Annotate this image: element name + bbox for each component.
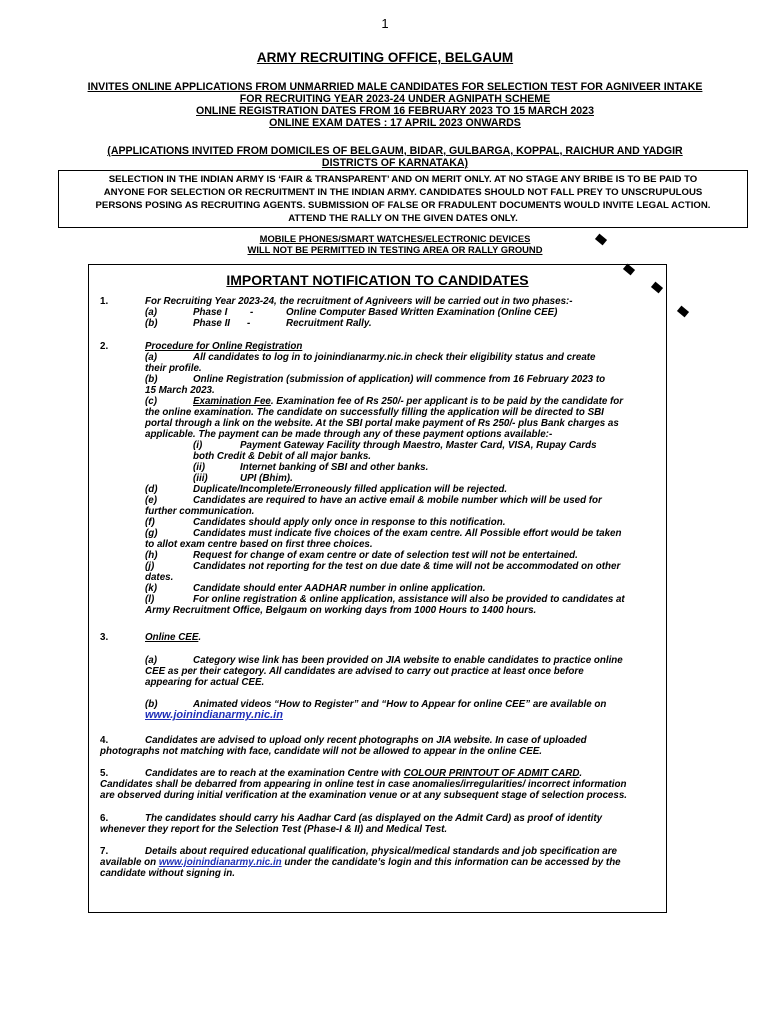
section-number: 5.: [100, 768, 109, 779]
section-number: 2.: [100, 341, 109, 352]
section-number: 3.: [100, 632, 109, 643]
item-label: (a): [145, 655, 157, 666]
item-text: appearing for actual CEE.: [145, 677, 265, 688]
item-text: Duplicate/Incomplete/Erroneously filled application will be rejected.: [193, 484, 508, 495]
item-text: . Examination fee of Rs 250/- per applicant is to be paid by the candidate for: [270, 396, 624, 407]
section-1: [100, 296, 658, 329]
item-heading: Examination Fee: [193, 396, 271, 407]
section-number: 6.: [100, 813, 109, 824]
section-number: 4.: [100, 735, 109, 746]
item-text: the online examination. The candidate on successfully filling the application will be directed to SBI: [145, 407, 604, 418]
item-text: Candidates must indicate five choices of the exam centre. All Possible effort would be taken: [193, 528, 622, 539]
invites-line: FOR RECRUITING YEAR 2023-24 UNDER AGNIPATH SCHEME: [239, 93, 551, 105]
subitem-label: (ii): [193, 462, 205, 473]
domicile-block: [60, 145, 730, 169]
item-text: All candidates to log in to joinindianarmy.nic.in check their eligibility status and create: [193, 352, 596, 363]
item-label: (f): [145, 517, 155, 528]
item-text: Request for change of exam centre or date of selection test will not be entertained.: [193, 550, 578, 561]
phase-text: Online Computer Based Written Examination (Online CEE): [286, 307, 558, 318]
subitem-text: both Credit & Debit of all major banks.: [193, 451, 371, 462]
item-label: (j): [145, 561, 155, 572]
section-3b: [100, 699, 658, 723]
item-label: (c): [145, 396, 157, 407]
warning-line: ATTEND THE RALLY ON THE GIVEN DATES ONLY.: [288, 213, 518, 224]
item-text: Candidate should enter AADHAR number in online application.: [193, 583, 486, 594]
item-label: (k): [145, 583, 157, 594]
domicile-line: (APPLICATIONS INVITED FROM DOMICILES OF BELGAUM, BIDAR, GULBARGA, KOPPAL, RAICHUR AND YADGIR: [107, 145, 683, 157]
item-label: (e): [145, 495, 157, 506]
subitem-text: Internet banking of SBI and other banks.: [240, 462, 429, 473]
section-text: The candidates should carry his Aadhar Card (as displayed on the Admit Card) as proof of identity: [145, 813, 603, 824]
item-text: their profile.: [145, 363, 202, 374]
section-3a: [100, 655, 658, 688]
section-text: .: [579, 768, 583, 779]
item-label: (l): [145, 594, 155, 605]
warning-line: PERSONS POSING AS RECRUITING AGENTS. SUBMISSION OF FALSE OR FRADULENT DOCUMENTS WOULD INVITE LEGAL ACTION.: [95, 200, 711, 211]
item-text: Candidates not reporting for the test on due date & time will not be accommodated on other: [193, 561, 621, 572]
item-label: (d): [145, 484, 158, 495]
item-text: Candidates are required to have an active email & mobile number which will be used for: [193, 495, 602, 506]
dash: -: [250, 307, 254, 318]
item-text: Candidates should apply only once in response to this notification.: [193, 517, 506, 528]
page-title: ARMY RECRUITING OFFICE, BELGAUM: [256, 50, 514, 65]
phase-text: Recruitment Rally.: [286, 318, 372, 329]
warning-line: SELECTION IN THE INDIAN ARMY IS ‘FAIR & TRANSPARENT’ AND ON MERIT ONLY. AT NO STAGE ANY BRIBE IS TO BE PAID TO: [108, 174, 698, 185]
section-text: Candidates shall be debarred from appearing in online test in case anomalies/irregularities/ incorrect information: [100, 779, 627, 790]
section-text: Candidates are advised to upload only recent photographs on JIA website. In case of uploaded: [145, 735, 587, 746]
invites-block: [50, 81, 740, 129]
section-text: photographs not matching with face, candidate will not be allowed to appear in the online CEE.: [100, 746, 542, 757]
mobile-line: MOBILE PHONES/SMART WATCHES/ELECTRONIC DEVICES: [259, 233, 531, 244]
section-text: Candidates are to reach at the examination Centre with: [145, 768, 404, 779]
phase-label: Phase II: [193, 318, 231, 329]
item-text: For online registration & online application, assistance will also be provided to candidates at: [193, 594, 625, 605]
section-2: [100, 341, 658, 616]
section-text: candidate without signing in.: [100, 868, 235, 879]
item-text: Animated videos “How to Register” and “How to Appear for online CEE” are available on: [193, 699, 607, 710]
item-text: to allot exam centre based on first three choices.: [145, 539, 373, 550]
item-text: 15 March 2023.: [145, 385, 215, 396]
dash: -: [247, 318, 251, 329]
item-text: applicable. The payment can be made through any of these payment options available:-: [145, 429, 553, 440]
subitem-label: (i): [193, 440, 203, 451]
section-4: [100, 735, 658, 757]
item-text: dates.: [145, 572, 174, 583]
item-text: Army Recruitment Office, Belgaum on working days from 1000 Hours to 1400 hours.: [145, 605, 537, 616]
warning-box: [58, 170, 748, 228]
jia-website-link[interactable]: www.joinindianarmy.nic.in: [158, 857, 282, 868]
notification-title: IMPORTANT NOTIFICATION TO CANDIDATES: [226, 272, 529, 288]
section-text: available on: [100, 857, 159, 868]
section-text: whenever they report for the Selection Test (Phase-I & II) and Medical Test.: [100, 824, 448, 835]
item-label: (b): [145, 374, 158, 385]
phase-label: Phase I: [193, 307, 228, 318]
subitem-text: UPI (Bhim).: [240, 473, 293, 484]
section-text: Details about required educational qualification, physical/medical standards and job specification are: [145, 846, 618, 857]
invites-line: INVITES ONLINE APPLICATIONS FROM UNMARRIED MALE CANDIDATES FOR SELECTION TEST FOR AGNIVEER INTAKE: [87, 81, 703, 93]
item-text: further communication.: [145, 506, 255, 517]
section-6: [100, 813, 658, 835]
item-text: CEE as per their category. All candidates are advised to carry out practice at least once before: [145, 666, 584, 677]
section-number: 1.: [100, 296, 109, 307]
section-text: under the candidate’s login and this information can be accessed by the: [281, 857, 621, 868]
domicile-line: DISTRICTS OF KARNATAKA): [321, 157, 469, 169]
item-label: (b): [145, 699, 158, 710]
heading-suffix: .: [198, 632, 202, 643]
subitem-label: (iii): [193, 473, 208, 484]
section-5: [100, 768, 658, 801]
item-label: (h): [145, 550, 158, 561]
item-text: Online Registration (submission of application) will commence from 16 February 2023 to: [193, 374, 606, 385]
section-heading: Online CEE: [145, 632, 199, 643]
section-3: [100, 632, 658, 643]
warning-line: ANYONE FOR SELECTION OR RECRUITMENT IN THE INDIAN ARMY. CANDIDATES SHOULD NOT FALL PREY TO UNSCRUPULOUS: [103, 187, 703, 198]
section-number: 7.: [100, 846, 109, 857]
invites-line: ONLINE REGISTRATION DATES FROM 16 FEBRUARY 2023 TO 15 MARCH 2023: [196, 105, 594, 117]
item-text: Category wise link has been provided on JIA website to enable candidates to practice online: [193, 655, 623, 666]
section-text: For Recruiting Year 2023-24, the recruitment of Agniveers will be carried out in two phases:-: [145, 296, 573, 307]
admit-card-emphasis: COLOUR PRINTOUT OF ADMIT CARD: [403, 768, 580, 779]
section-7: [100, 846, 658, 879]
item-label: (g): [145, 528, 158, 539]
section-text: are observed during initial verification at the examination venue or at any subsequent stage of selection process.: [100, 790, 627, 801]
item-text: portal through a link on the website. At the SBI portal make payment of Rs 250/- plus Bank charges as: [145, 418, 619, 429]
mobile-line: WILL NOT BE PERMITTED IN TESTING AREA OR RALLY GROUND: [247, 244, 543, 255]
jia-website-link[interactable]: www.joinindianarmy.nic.in: [145, 709, 283, 721]
item-label: (a): [145, 352, 157, 363]
subitem-text: Payment Gateway Facility through Maestro, Master Card, VISA, Rupay Cards: [240, 440, 597, 451]
item-label: (a): [145, 307, 157, 318]
invites-line: ONLINE EXAM DATES : 17 APRIL 2023 ONWARDS: [269, 117, 521, 129]
page-number: 1: [381, 16, 389, 31]
item-label: (b): [145, 318, 158, 329]
section-heading: Procedure for Online Registration: [145, 341, 303, 352]
